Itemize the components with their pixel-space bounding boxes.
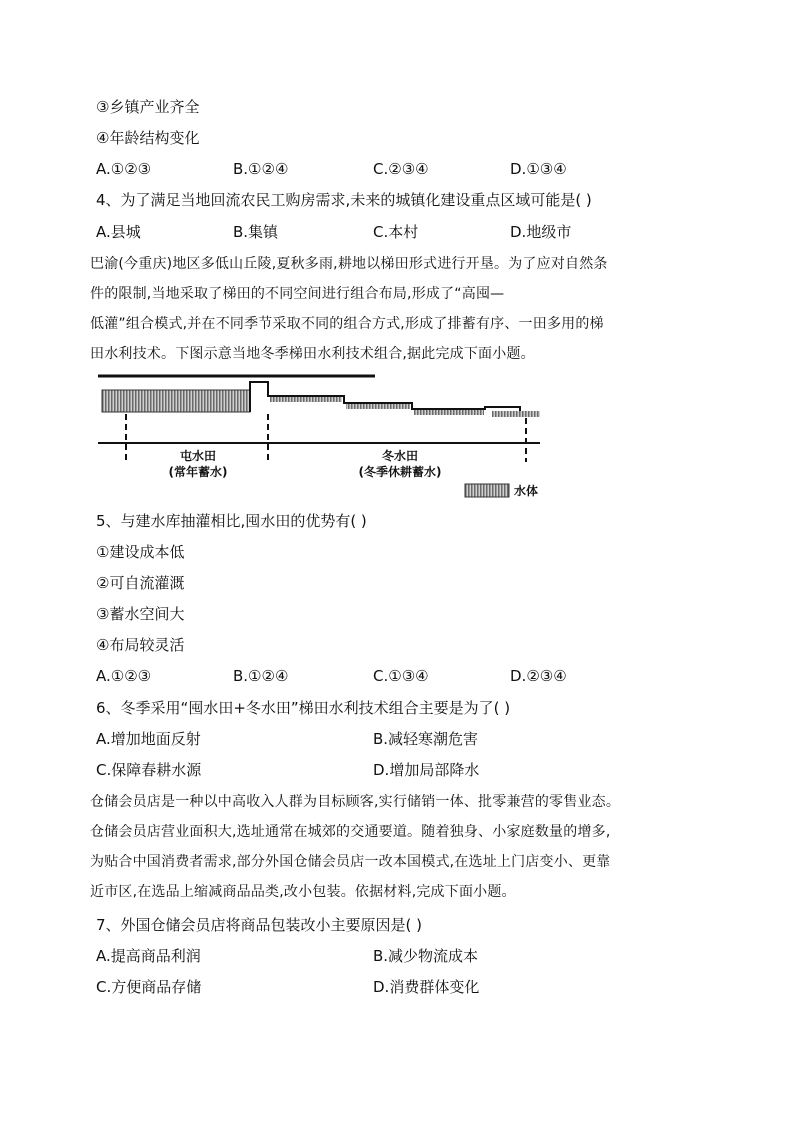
q4-option-c: C.本村 bbox=[373, 223, 419, 241]
winter-water-2 bbox=[346, 404, 410, 409]
q3-item-3: ③乡镇产业齐全 bbox=[96, 98, 200, 116]
q4-option-b: B.集镇 bbox=[233, 223, 279, 241]
label-tun: 屯水田 bbox=[179, 449, 217, 463]
q7-option-c: C.方便商品存储 bbox=[96, 978, 202, 996]
passage2-line-3: 为贴合中国消费者需求,部分外国仓储会员店一改本国模式,在选址上门店变小、更靠 bbox=[90, 854, 611, 870]
q5-stem: 5、与建水库抽灌相比,囤水田的优势有( ) bbox=[96, 512, 367, 530]
q5-item-3: ③蓄水空间大 bbox=[96, 605, 185, 623]
q7-option-a: A.提高商品利润 bbox=[96, 947, 201, 965]
label-dong-sub: (冬季休耕蓄水) bbox=[358, 465, 442, 479]
q3-option-a: A.①②③ bbox=[96, 160, 152, 178]
passage2-line-4: 近市区,在选品上缩减商品品类,改小包装。依据材料,完成下面小题。 bbox=[90, 884, 516, 900]
label-dong: 冬水田 bbox=[381, 449, 419, 463]
q5-item-4: ④布局较灵活 bbox=[96, 636, 185, 654]
q3-item-4: ④年龄结构变化 bbox=[96, 129, 200, 147]
q6-option-b: B.减轻寒潮危害 bbox=[373, 730, 479, 748]
passage1-line-3: 低灌”组合模式,并在不同季节采取不同的组合方式,形成了排蓄有序、一田多用的梯 bbox=[90, 316, 604, 332]
passage2-line-2: 仓储会员店营业面积大,选址通常在城郊的交通要道。随着独身、小家庭数量的增多, bbox=[90, 824, 611, 840]
winter-water-4 bbox=[492, 411, 540, 417]
q4-stem: 4、为了满足当地回流农民工购房需求,未来的城镇化建设重点区域可能是( ) bbox=[96, 191, 592, 209]
passage1-line-4: 田水利技术。下图示意当地冬季梯田水利技术组合,据此完成下面小题。 bbox=[90, 346, 535, 362]
q3-option-d: D.①③④ bbox=[510, 160, 567, 178]
legend-label: 水体 bbox=[514, 484, 539, 498]
q6-option-d: D.增加局部降水 bbox=[373, 761, 480, 779]
tun-water-body bbox=[102, 390, 250, 412]
terrace-diagram bbox=[90, 370, 550, 505]
q3-option-c: C.②③④ bbox=[373, 160, 429, 178]
q6-option-c: C.保障春耕水源 bbox=[96, 761, 202, 779]
q6-option-a: A.增加地面反射 bbox=[96, 730, 201, 748]
legend-swatch bbox=[465, 484, 509, 497]
label-tun-sub: (常年蓄水) bbox=[168, 465, 228, 479]
q3-option-b: B.①②④ bbox=[233, 160, 289, 178]
q4-option-d: D.地级市 bbox=[510, 223, 572, 241]
q5-option-d: D.②③④ bbox=[510, 667, 567, 685]
winter-water-3 bbox=[414, 410, 484, 415]
q5-option-a: A.①②③ bbox=[96, 667, 152, 685]
passage1-line-1: 巴渝(今重庆)地区多低山丘陵,夏秋多雨,耕地以梯田形式进行开垦。为了应对自然条 bbox=[90, 256, 608, 272]
passage1-line-2: 件的限制,当地采取了梯田的不同空间进行组合布局,形成了“高囤— bbox=[90, 286, 505, 302]
q7-option-b: B.减少物流成本 bbox=[373, 947, 479, 965]
winter-water-1 bbox=[270, 397, 342, 402]
q6-stem: 6、冬季采用“囤水田+冬水田”梯田水利技术组合主要是为了( ) bbox=[96, 699, 511, 717]
q7-stem: 7、外国仓储会员店将商品包装改小主要原因是( ) bbox=[96, 916, 423, 934]
q5-option-c: C.①③④ bbox=[373, 667, 429, 685]
q5-option-b: B.①②④ bbox=[233, 667, 289, 685]
passage2-line-1: 仓储会员店是一种以中高收入人群为目标顾客,实行储销一体、批零兼营的零售业态。 bbox=[90, 794, 621, 810]
q5-item-2: ②可自流灌溉 bbox=[96, 574, 185, 592]
q7-option-d: D.消费群体变化 bbox=[373, 978, 480, 996]
q5-item-1: ①建设成本低 bbox=[96, 543, 185, 561]
q4-option-a: A.县城 bbox=[96, 223, 141, 241]
